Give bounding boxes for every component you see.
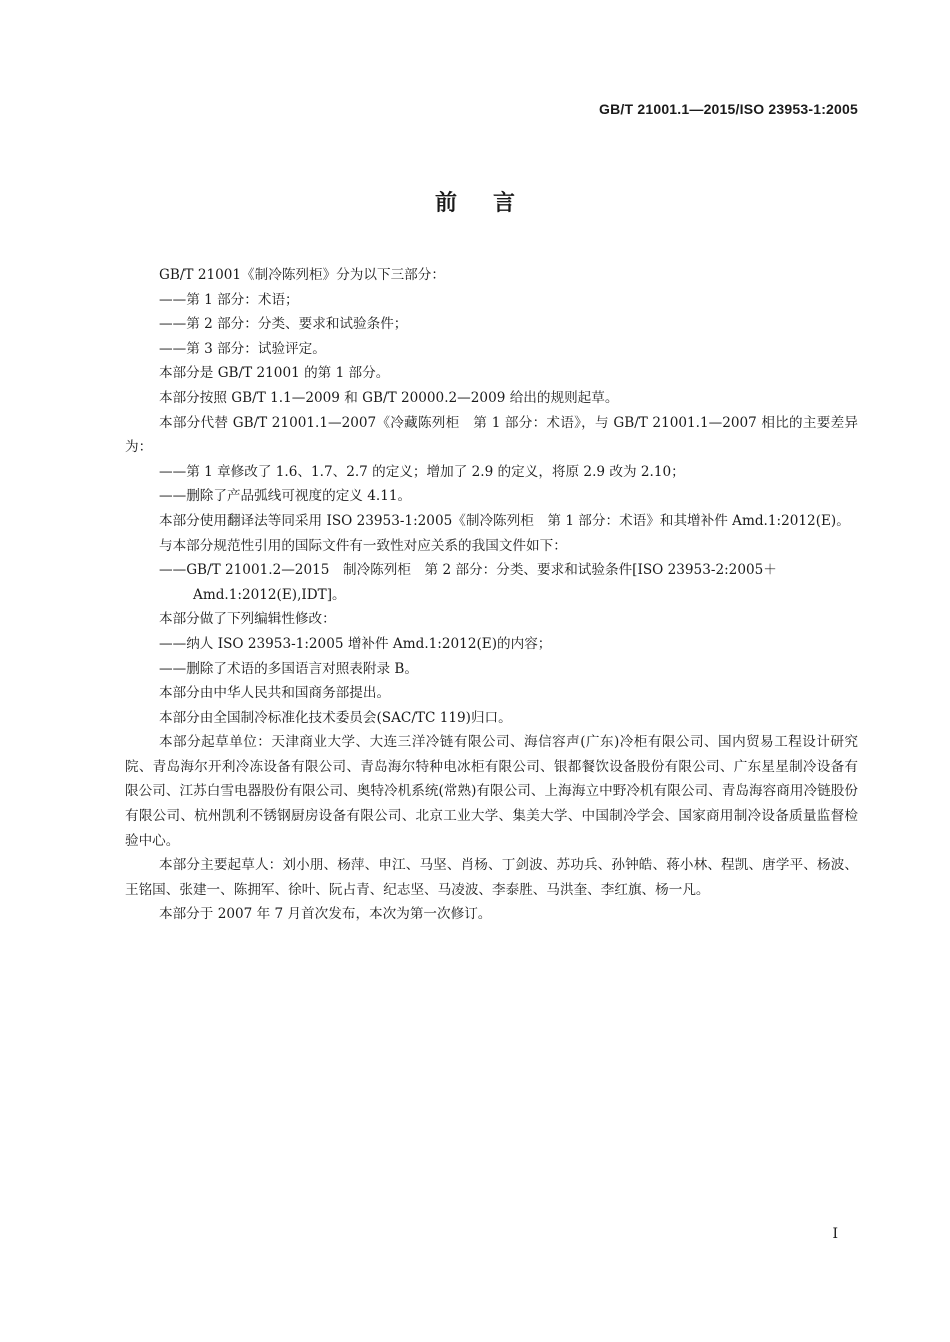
paragraph: 本部分代替 GB/T 21001.1—2007《冷藏陈列柜 第 1 部分：术语》，与 GB/T 21001.1—2007 相比的主要差异为： xyxy=(125,414,858,456)
page-title: 前言 xyxy=(434,191,551,216)
list-item: ——第 1 部分：术语； xyxy=(159,291,299,308)
list-item: ——第 1 章修改了 1.6、1.7、2.7 的定义；增加了 2.9 的定义，将原 2.9 改为 2.10； xyxy=(159,463,685,480)
list-item xyxy=(125,558,858,607)
list-item: ——删除了产品弧线可视度的定义 4.11。 xyxy=(159,488,412,505)
paragraph: 本部分由中华人民共和国商务部提出。 xyxy=(159,685,391,702)
paragraph: 本部分做了下列编辑性修改： xyxy=(159,611,336,628)
list-item: ——纳人 ISO 23953-1:2005 增补件 Amd.1:2012(E)的内容； xyxy=(159,635,552,652)
paragraph: 本部分于 2007 年 7 月首次发布，本次为第一次修订。 xyxy=(159,906,492,923)
paragraph: 本部分使用翻译法等同采用 ISO 23953-1:2005《制冷陈列柜 第 1 部分：术语》和其增补件 Amd.1:2012(E)。 xyxy=(159,512,850,529)
paragraph: 与本部分规范性引用的国际文件有一致性对应关系的我国文件如下： xyxy=(159,537,567,554)
list-item-continuation: Amd.1:2012(E),IDT]。 xyxy=(193,586,346,603)
page-number: I xyxy=(832,1226,838,1242)
list-item: ——第 2 部分：分类、要求和试验条件； xyxy=(159,316,408,333)
document-id: GB/T 21001.1—2015/ISO 23953-1:2005 xyxy=(599,101,858,117)
paragraph: 本部分主要起草人：刘小朋、杨萍、申江、马坚、肖杨、丁剑波、苏功兵、孙钟皓、蒋小林、程凯、唐学平、杨波、王铭国、张建一、陈拥军、徐叶、阮占青、纪志坚、马凌波、李泰胜、马洪奎、李红旗、杨一凡。 xyxy=(125,857,858,898)
paragraph: 本部分由全国制冷标准化技术委员会(SAC/TC 119)归口。 xyxy=(159,709,512,726)
list-item: ——删除了术语的多国语言对照表附录 B。 xyxy=(159,660,418,677)
paragraph: 本部分按照 GB/T 1.1—2009 和 GB/T 20000.2—2009 给出的规则起草。 xyxy=(159,389,619,406)
paragraph: 本部分是 GB/T 21001 的第 1 部分。 xyxy=(159,365,390,382)
paragraph: 本部分起草单位：天津商业大学、大连三洋冷链有限公司、海信容声(广东)冷柜有限公司、国内贸易工程设计研究院、青岛海尔开利冷冻设备有限公司、青岛海尔特种电冰柜有限公司、银都餐饮设备股份有限公司、广东星星制冷设备有限公司、江苏白雪电器股份有限公司、奥特冷机系统(常熟)有限公司、上海海立中野冷机有限公司、青岛海容商用冷链股份有限公司、杭州凯利不锈钢厨房设备有限公司、北京工业大学、集美大学、中国制冷学会、国家商用制冷设备质量监督检验中心。 xyxy=(125,734,858,849)
list-item: ——第 3 部分：试验评定。 xyxy=(159,340,326,357)
paragraph: GB/T 21001《制冷陈列柜》分为以下三部分： xyxy=(159,267,445,283)
foreword-body xyxy=(125,263,858,927)
list-item-text: ——GB/T 21001.2—2015 制冷陈列柜 第 2 部分：分类、要求和试验条件[ISO 23953-2:2005＋ xyxy=(159,562,777,579)
